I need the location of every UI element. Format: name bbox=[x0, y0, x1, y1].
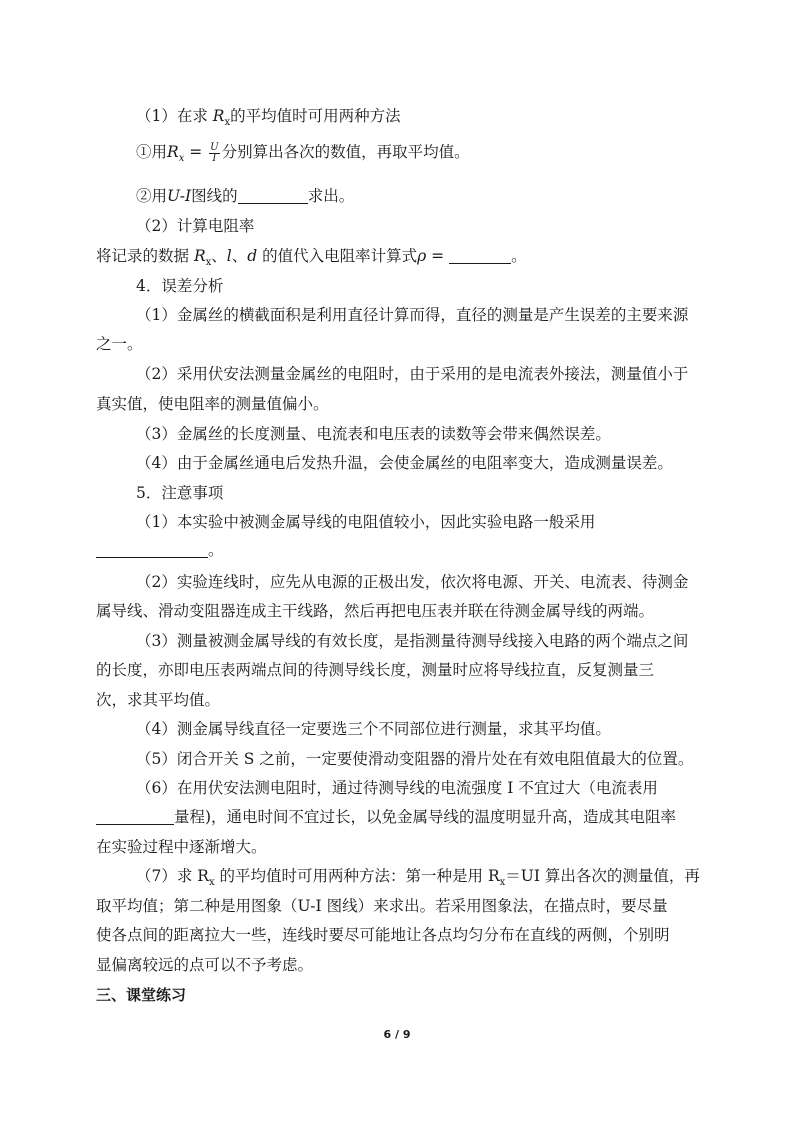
text: （1）在求 bbox=[136, 107, 213, 125]
subscript: x bbox=[224, 117, 231, 129]
para-line-22: （5）闭合开关 S 之前，一定要使滑动变阻器的滑片处在有效电阻值最大的位置。 bbox=[136, 750, 694, 768]
subscript: x bbox=[208, 877, 215, 889]
subscript: x bbox=[499, 877, 506, 889]
para-line-9: （2）采用伏安法测量金属丝的电阻时，由于采用的是电流表外接法，测量值小于 bbox=[136, 365, 689, 383]
text: ①用 bbox=[136, 143, 168, 161]
para-line-21: （4）测金属导线直径一定要选三个不同部位进行测量，求其平均值。 bbox=[136, 720, 611, 738]
para-line-24 bbox=[96, 807, 676, 827]
text: ＝UI 算出各次的测量值，再 bbox=[505, 867, 700, 885]
text: 图线的 bbox=[191, 187, 238, 205]
para-line-10: 真实值，使电阻率的测量值偏小。 bbox=[96, 395, 329, 413]
text: 的平均值时可用两种方法 bbox=[230, 107, 401, 125]
para-line-11: （3）金属丝的长度测量、电流表和电压表的读数等会带来偶然误差。 bbox=[136, 425, 611, 443]
para-line-27: 取平均值；第二种是用图象（U-I 图线）来求出。若采用图象法，在描点时，要尽量 bbox=[96, 897, 668, 915]
text: 、 bbox=[211, 247, 227, 265]
para-line-4: （2）计算电阻率 bbox=[136, 217, 255, 235]
text: 、 bbox=[231, 247, 248, 265]
section-heading-5: 5．注意事项 bbox=[136, 484, 224, 502]
fraction-u-over-i bbox=[209, 143, 219, 164]
para-line-5 bbox=[96, 246, 527, 273]
var-l: l bbox=[226, 247, 232, 265]
page-number: 6 / 9 bbox=[383, 1028, 411, 1041]
para-line-25: 在实验过程中逐渐增大。 bbox=[96, 838, 267, 856]
para-line-3 bbox=[136, 186, 354, 206]
text: ②用 bbox=[136, 187, 168, 205]
para-line-12: （4）由于金属丝通电后发热升温，会使金属丝的电阻率变大，造成测量误差。 bbox=[136, 454, 673, 472]
var-r: R bbox=[167, 143, 179, 161]
text: （7）求 R bbox=[136, 867, 209, 885]
var-d: d bbox=[247, 247, 258, 265]
text: 分别算出各次的数值，再取平均值。 bbox=[221, 143, 470, 161]
equals-sign: = bbox=[426, 247, 450, 265]
text: 将记录的数据 bbox=[96, 247, 194, 265]
para-line-23: （6）在用伏安法测电阻时，通过待测导线的电流强度 I 不宜过大（电流表用 bbox=[136, 779, 658, 797]
para-line-1 bbox=[136, 106, 401, 133]
para-line-17: 属导线、滑动变阻器连成主干线路，然后再把电压表并联在待测金属导线的两端。 bbox=[96, 602, 655, 620]
para-line-15 bbox=[96, 540, 224, 560]
para-line-8: 之一。 bbox=[96, 335, 143, 353]
para-line-26 bbox=[136, 866, 700, 893]
para-line-29: 显偏离较远的点可以不予考虑。 bbox=[96, 956, 314, 974]
subscript: x bbox=[205, 257, 212, 269]
equals-sign: = bbox=[184, 143, 208, 161]
text: 求出。 bbox=[307, 187, 355, 205]
fill-blank[interactable] bbox=[238, 187, 308, 204]
subscript: x bbox=[178, 153, 185, 165]
para-line-18: （3）测量被测金属导线的有效长度，是指测量待测导线接入电路的两个端点之间 bbox=[136, 632, 689, 650]
para-line-16: （2）实验连线时，应先从电源的正极出发，依次将电源、开关、电流表、待测金 bbox=[136, 573, 689, 591]
var-r: R bbox=[212, 107, 225, 125]
fill-blank[interactable] bbox=[449, 247, 511, 264]
text: 。 bbox=[511, 247, 527, 265]
section-heading-practice: 三、课堂练习 bbox=[96, 986, 187, 1004]
para-line-7: （1）金属丝的横截面积是利用直径计算而得，直径的测量是产生误差的主要来源 bbox=[136, 306, 689, 324]
para-line-20: 次，求其平均值。 bbox=[96, 691, 221, 709]
text: 的平均值时可用两种方法：第一种是用 R bbox=[214, 867, 500, 885]
var-r: R bbox=[193, 247, 206, 265]
para-line-14: （1）本实验中被测金属导线的电阻值较小，因此实验电路一般采用 bbox=[136, 513, 596, 531]
fill-blank[interactable] bbox=[96, 541, 208, 558]
numerator: U bbox=[210, 141, 219, 153]
para-line-19: 的长度，亦即电压表两端点间的待测导线长度，测量时应将导线拉直，反复测量三 bbox=[96, 661, 655, 679]
var-ui: U-I bbox=[167, 187, 192, 205]
para-line-2 bbox=[136, 142, 470, 169]
section-heading-4: 4．误差分析 bbox=[136, 277, 224, 295]
para-line-28: 使各点间的距离拉大一些，连线时要尽可能地让各点均匀分布在直线的两侧，个别明 bbox=[96, 926, 670, 944]
denominator: I bbox=[212, 152, 217, 164]
var-rho: ρ bbox=[417, 247, 427, 265]
fill-blank[interactable] bbox=[96, 808, 174, 825]
text: 量程)，通电时间不宜过长，以免金属导线的温度明显升高，造成其电阻率 bbox=[174, 808, 677, 826]
text: 的值代入电阻率计算式 bbox=[257, 247, 418, 265]
text: 。 bbox=[208, 541, 224, 559]
